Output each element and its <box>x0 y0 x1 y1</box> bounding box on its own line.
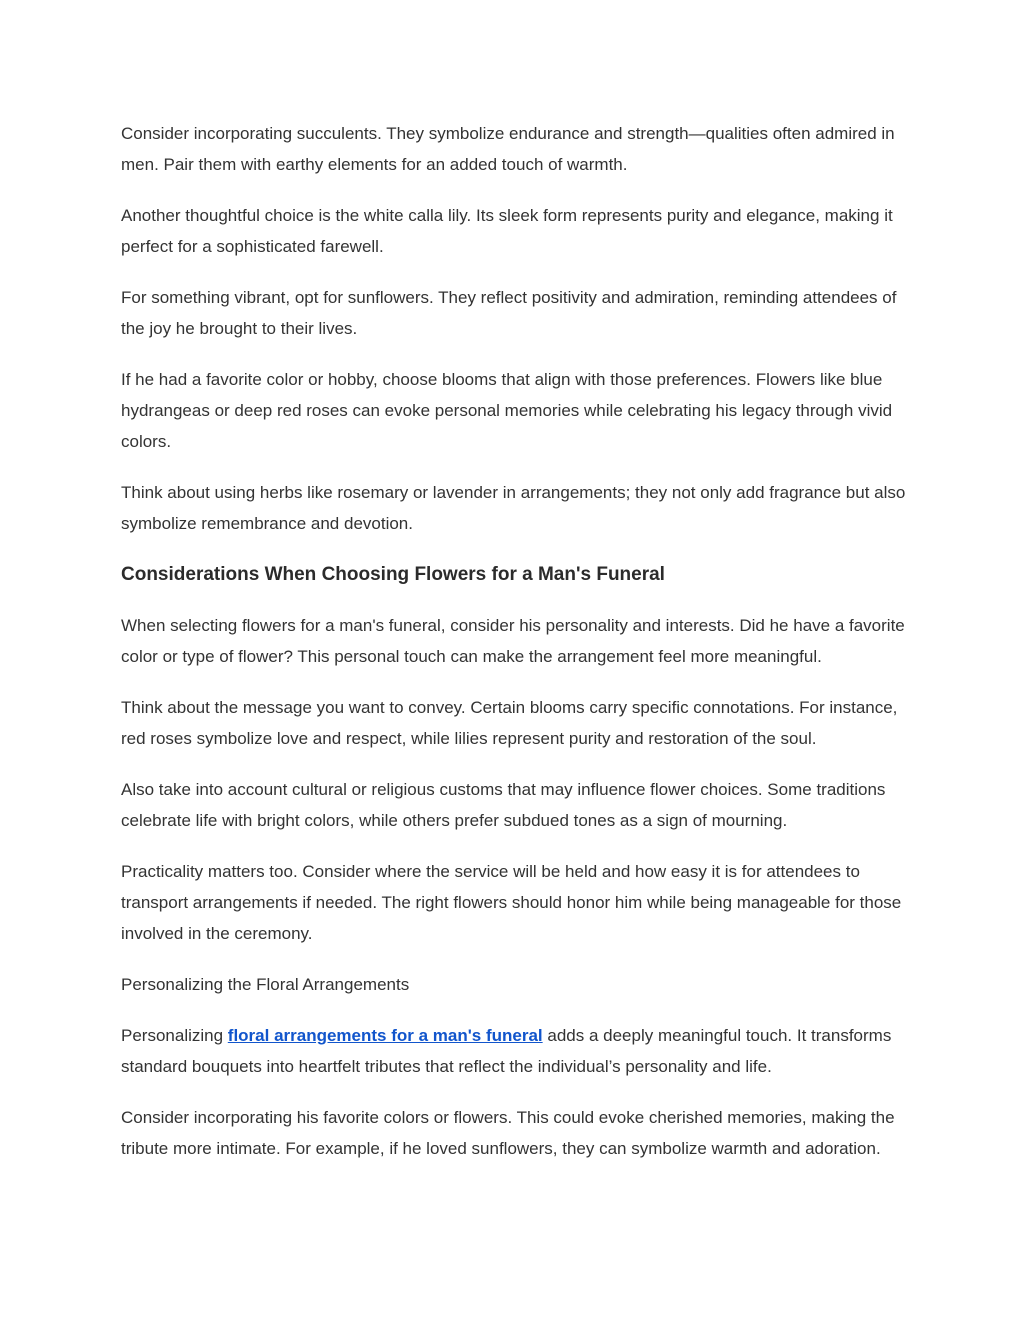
subheading-personalizing: Personalizing the Floral Arrangements <box>121 975 410 994</box>
paragraph-succulents: Consider incorporating succulents. They symbolize endurance and strength—qualities often admired in men. Pair them with earthy elements for an added touch of warmth. <box>121 124 895 174</box>
paragraph-customs: Also take into account cultural or religious customs that may influence flower choices. Some traditions celebrate life with bright colors, while others prefer subdued tones as a sign of mourning. <box>121 780 886 830</box>
paragraph-personalizing-link <box>121 1020 907 1082</box>
link-paragraph-before: Personalizing <box>121 1026 228 1045</box>
paragraph-personality: When selecting flowers for a man's funeral, consider his personality and interests. Did he have a favorite color or type of flower? This personal touch can make the arrangement feel more meaningful. <box>121 616 905 666</box>
link-paragraph-after: adds a deeply meaningful touch. It transforms standard bouquets into heartfelt tributes that reflect the individual’s personality and life. <box>121 1026 892 1076</box>
paragraph-favorite-color: If he had a favorite color or hobby, choose blooms that align with those preferences. Flowers like blue hydrangeas or deep red roses can evoke personal memories while celebrating his legacy through vivid colors. <box>121 370 893 451</box>
section-heading: Considerations When Choosing Flowers for a Man's Funeral <box>121 564 665 585</box>
paragraph-calla-lily: Another thoughtful choice is the white calla lily. Its sleek form represents purity and elegance, making it perfect for a sophisticated farewell. <box>121 206 893 256</box>
document-page <box>121 118 907 1184</box>
paragraph-sunflowers: For something vibrant, opt for sunflowers. They reflect positivity and admiration, reminding attendees of the joy he brought to their lives. <box>121 288 897 338</box>
paragraph-favorite-flowers: Consider incorporating his favorite colors or flowers. This could evoke cherished memories, making the tribute more intimate. For example, if he loved sunflowers, they can symbolize warmth and adoration. <box>121 1108 895 1158</box>
floral-arrangements-link[interactable]: floral arrangements for a man's funeral <box>227 1026 543 1045</box>
paragraph-herbs: Think about using herbs like rosemary or lavender in arrangements; they not only add fragrance but also symbolize remembrance and devotion. <box>121 483 906 533</box>
paragraph-message: Think about the message you want to convey. Certain blooms carry specific connotations. For instance, red roses symbolize love and respect, while lilies represent purity and restoration of the soul. <box>121 698 898 748</box>
paragraph-practicality: Practicality matters too. Consider where the service will be held and how easy it is for attendees to transport arrangements if needed. The right flowers should honor him while being manageable for those involved in the ceremony. <box>121 862 902 943</box>
